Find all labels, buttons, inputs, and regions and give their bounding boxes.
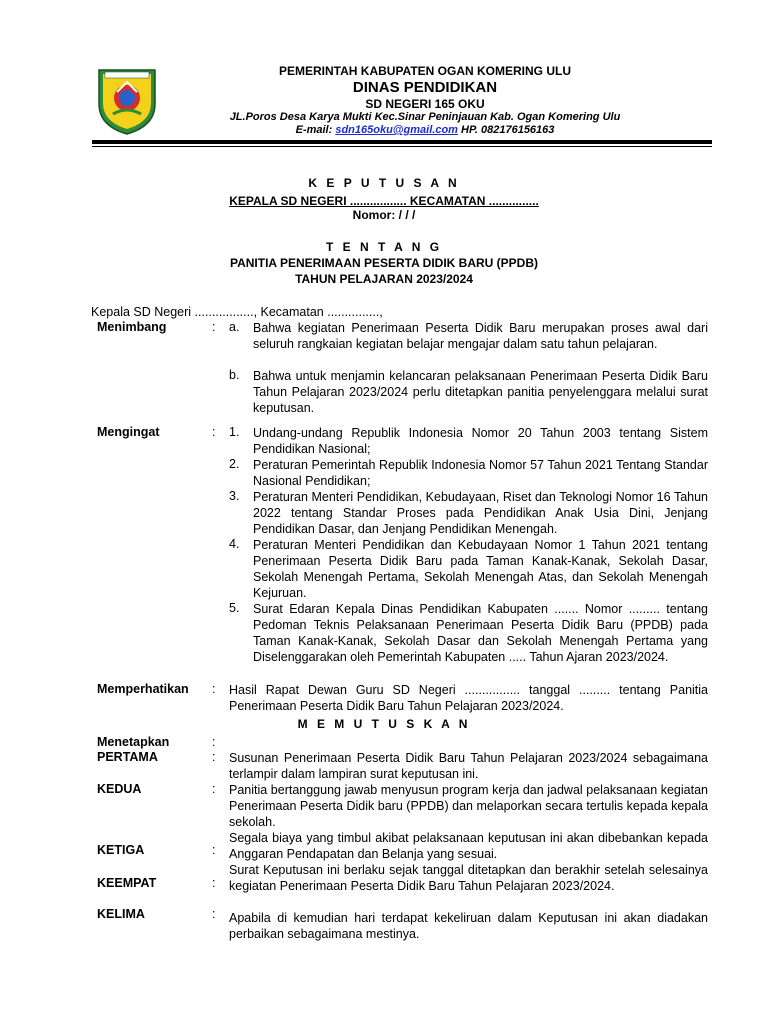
label-menimbang: Menimbang bbox=[97, 320, 167, 334]
colon: : bbox=[212, 907, 216, 921]
decision-ketiga: Segala biaya yang timbul akibat pelaksanaan keputusan ini akan dibebankan kepada Anggaran Pendapatan dan Belanja yang sesuai. bbox=[229, 831, 708, 861]
decision-kedua: Panitia bertanggung jawab menyusun program kerja dan jadwal pelaksanaan kegiatan Penerimaan Peserta Didik baru (PPDB) dan melaporkan secara tertulis kepada kepala sekolah. bbox=[229, 783, 708, 829]
item-number: a. bbox=[229, 320, 240, 334]
menimbang-item-a: Bahwa kegiatan Penerimaan Peserta Didik Baru merupakan proses awal dari seluruh rangkaian kegiatan belajar mengajar dalam satu tahun pelajaran. bbox=[253, 321, 708, 351]
decision-heading: M E M U T U S K A N bbox=[297, 717, 471, 731]
doc-title: K E P U T U S A N bbox=[308, 176, 460, 190]
label-keempat: KEEMPAT bbox=[97, 876, 157, 890]
colon: : bbox=[212, 735, 216, 749]
doc-subject-1: PANITIA PENERIMAAN PESERTA DIDIK BARU (PPDB) bbox=[229, 256, 538, 270]
item-number: 2. bbox=[229, 457, 240, 471]
item-number: 1. bbox=[229, 425, 240, 439]
label-kelima: KELIMA bbox=[97, 907, 145, 921]
doc-issuer bbox=[0, 194, 768, 208]
memperhatikan-text: Hasil Rapat Dewan Guru SD Negeri ................ tanggal ......... tentang Panitia Penerimaan Peserta Didik Baru Tahun Pelajaran 2023/2024. bbox=[229, 683, 708, 713]
doc-about: T E N T A N G bbox=[325, 240, 443, 254]
header-agency: DINAS PENDIDIKAN bbox=[352, 79, 498, 96]
mengingat-item-4: Peraturan Menteri Pendidikan dan Kebudayaan Nomor 1 Tahun 2021 tentang Penerimaan Peserta Didik Baru pada Taman Kanak-Kanak, Sekolah Dasar, Sekolah Menengah Pertama, Sekolah Menengah Atas, dan Sekolah Menengah Kejuruan. bbox=[253, 538, 708, 600]
decision-keempat: Surat Keputusan ini berlaku sejak tanggal ditetapkan dan berakhir setelah selesainya kegiatan Penerimaan Peserta Didik Baru Tahun Pelajaran 2023/2024. bbox=[229, 863, 708, 893]
header-rule-thin bbox=[92, 146, 712, 147]
colon: : bbox=[212, 750, 216, 764]
label-menetapkan: Menetapkan bbox=[97, 735, 170, 749]
item-number: 3. bbox=[229, 489, 240, 503]
header-rule-thick bbox=[92, 140, 712, 144]
mengingat-item-5: Surat Edaran Kepala Dinas Pendidikan Kabupaten ....... Nomor ......... tentang Pedoman Teknis Pelaksanaan Penerimaan Peserta Didik Baru (PPDB) pada Taman Kanak-Kanak, Sekolah Dasar dan Sekolah Menengah Pertama yang Diselenggarakan oleh Pemerintah Kabupaten ..... Tahun Ajaran 2023/2024. bbox=[253, 602, 708, 664]
colon: : bbox=[212, 843, 216, 857]
email-label: E-mail: bbox=[295, 124, 333, 136]
header-school: SD NEGERI 165 OKU bbox=[365, 97, 485, 111]
label-ketiga: KETIGA bbox=[97, 843, 145, 857]
label-pertama: PERTAMA bbox=[97, 750, 158, 764]
menimbang-item-b: Bahwa untuk menjamin kelancaran pelaksanaan Penerimaan Peserta Didik Baru Tahun Pelajaran 2023/2024 perlu ditetapkan panitia penyelenggara melalui surat keputusan. bbox=[253, 369, 708, 415]
decision-kelima: Apabila di kemudian hari terdapat kekeliruan dalam Keputusan ini akan diadakan perbaikan sebagaimana mestinya. bbox=[229, 911, 708, 941]
phone-number: HP. 082176156163 bbox=[461, 124, 555, 136]
email-link[interactable]: sdn165oku@gmail.com bbox=[335, 124, 458, 136]
mengingat-item-2: Peraturan Pemerintah Republik Indonesia Nomor 57 Tahun 2021 Tentang Standar Nasional Pendidikan; bbox=[253, 458, 708, 488]
doc-subject-2: TAHUN PELAJARAN 2023/2024 bbox=[295, 272, 473, 286]
header-contact bbox=[90, 124, 760, 136]
item-number: 4. bbox=[229, 537, 240, 551]
mengingat-item-1: Undang-undang Republik Indonesia Nomor 20 Tahun 2003 tentang Sistem Pendidikan Nasional; bbox=[253, 426, 708, 456]
issuer-text: KEPALA SD NEGERI ................. KECAMATAN ............... bbox=[229, 194, 539, 208]
colon: : bbox=[212, 876, 216, 890]
doc-number: Nomor: / / / bbox=[352, 208, 416, 222]
label-kedua: KEDUA bbox=[97, 782, 142, 796]
colon: : bbox=[212, 782, 216, 796]
item-number: b. bbox=[229, 368, 240, 382]
colon: : bbox=[212, 425, 216, 439]
item-number: 5. bbox=[229, 601, 240, 615]
intro-line: Kepala SD Negeri ................., Kecamatan ..............., bbox=[91, 305, 383, 319]
colon: : bbox=[212, 320, 216, 334]
label-mengingat: Mengingat bbox=[97, 425, 160, 439]
label-memperhatikan: Memperhatikan bbox=[97, 682, 189, 696]
decision-pertama: Susunan Penerimaan Peserta Didik Baru Tahun Pelajaran 2023/2024 sebagaimana terlampir dalam lampiran surat keputusan ini. bbox=[229, 751, 708, 781]
colon: : bbox=[212, 682, 216, 696]
mengingat-item-3: Peraturan Menteri Pendidikan, Kebudayaan, Riset dan Teknologi Nomor 16 Tahun 2022 tentang Standar Proses pada Pendidikan Anak Usia Dini, Jenjang Pendidikan Dasar, dan Jenjang Pendidikan Menengah. bbox=[253, 490, 708, 536]
header-address: JL.Poros Desa Karya Mukti Kec.Sinar Peninjauan Kab. Ogan Komering Ulu bbox=[229, 111, 621, 123]
header-government: PEMERINTAH KABUPATEN OGAN KOMERING ULU bbox=[279, 64, 571, 78]
